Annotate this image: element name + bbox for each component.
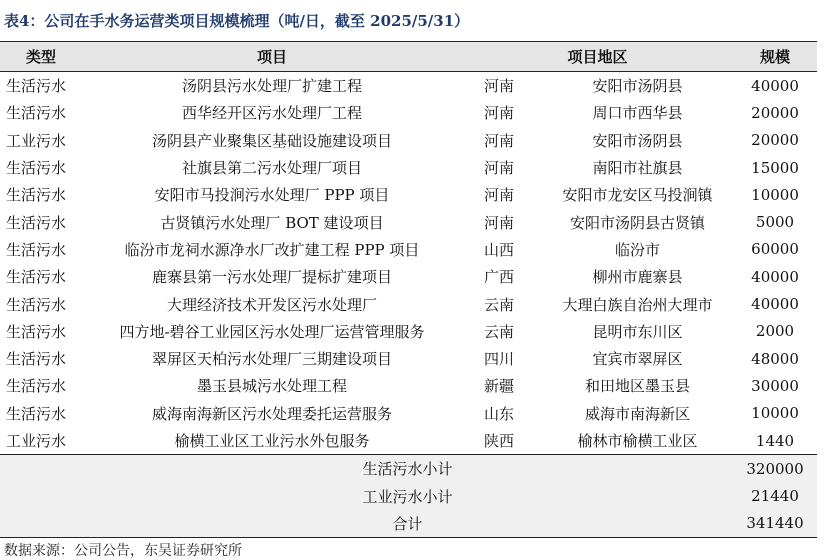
cell-project: 威海南海新区污水处理委托运营服务 (151, 404, 392, 423)
cell-project: 社旗县第二污水处理厂项目 (181, 159, 362, 178)
table-row (0, 154, 817, 181)
cell-province: 山西 (484, 240, 515, 259)
cell-project: 墨玉县城污水处理工程 (196, 377, 347, 396)
cell-type: 生活污水 (6, 213, 67, 232)
table-row (0, 99, 817, 126)
cell-project: 大理经济技术开发区污水处理厂 (166, 295, 377, 314)
cell-type: 生活污水 (6, 159, 67, 178)
summary-row-total (0, 510, 817, 538)
cell-province: 河南 (484, 213, 515, 232)
cell-scale: 15000 (751, 158, 799, 177)
table-row (0, 236, 817, 263)
table-row (0, 400, 817, 427)
cell-scale: 20000 (751, 103, 799, 122)
table-row (0, 372, 817, 399)
project-table (0, 41, 817, 538)
table-row (0, 127, 817, 154)
cell-project: 鹿寨县第一污水处理厂提标扩建项目 (151, 268, 392, 287)
cell-type: 生活污水 (6, 377, 67, 396)
summary-section (0, 455, 817, 538)
cell-scale: 10000 (751, 185, 799, 204)
cell-project: 安阳市马投涧污水处理厂 PPP 项目 (154, 186, 390, 205)
cell-type: 生活污水 (6, 295, 67, 314)
header-type: 类型 (0, 42, 82, 72)
cell-province: 河南 (484, 104, 515, 123)
summary-value: 21440 (733, 482, 817, 509)
table-row (0, 427, 817, 455)
cell-project: 榆横工业区工业污水外包服务 (82, 427, 462, 455)
summary-label: 合计 (82, 510, 733, 538)
cell-type: 生活污水 (6, 186, 67, 205)
header-row (0, 42, 817, 72)
cell-scale: 5000 (755, 213, 795, 232)
table-row (0, 72, 817, 100)
cell-project: 临汾市龙祠水源净水厂改扩建工程 PPP 项目 (124, 240, 420, 259)
cell-city: 南阳市社旗县 (592, 159, 683, 178)
cell-project: 翠屏区天柏污水处理厂三期建设项目 (151, 350, 392, 369)
cell-city: 安阳市龙安区马投涧镇 (562, 186, 713, 205)
cell-type: 生活污水 (6, 240, 67, 259)
cell-city: 威海市南海新区 (585, 404, 691, 423)
cell-city: 柳州市鹿寨县 (592, 268, 683, 287)
table-body (0, 72, 817, 455)
cell-scale: 20000 (751, 131, 799, 150)
cell-province: 云南 (484, 322, 515, 341)
cell-scale: 30000 (751, 376, 799, 395)
table-row (0, 181, 817, 208)
cell-city: 榆林市榆横工业区 (542, 427, 733, 455)
cell-scale: 40000 (751, 295, 799, 314)
cell-project: 古贤镇污水处理厂 BOT 建设项目 (160, 213, 384, 232)
table-row (0, 345, 817, 372)
cell-type: 生活污水 (6, 77, 67, 96)
summary-label: 工业污水小计 (82, 482, 733, 509)
summary-row-industrial (0, 482, 817, 509)
cell-province: 山东 (484, 404, 515, 423)
cell-type: 生活污水 (6, 268, 67, 287)
cell-scale: 1440 (733, 427, 817, 455)
cell-type: 工业污水 (0, 427, 82, 455)
cell-scale: 40000 (751, 76, 799, 95)
cell-province: 四川 (484, 350, 515, 369)
header-project: 项目 (82, 42, 462, 72)
table-row (0, 290, 817, 317)
cell-province: 河南 (484, 159, 515, 178)
cell-city: 和田地区墨玉县 (585, 377, 691, 396)
data-source-note: 数据来源：公司公告，东吴证券研究所 (4, 543, 242, 559)
summary-label: 生活污水小计 (82, 455, 733, 483)
cell-city: 临汾市 (615, 240, 661, 259)
cell-city: 安阳市汤阴县 (592, 131, 683, 150)
cell-type: 生活污水 (6, 104, 67, 123)
cell-city: 安阳市汤阴县古贤镇 (570, 213, 706, 232)
header-region: 项目地区 (462, 42, 733, 72)
summary-value: 341440 (733, 510, 817, 538)
cell-city: 周口市西华县 (592, 104, 683, 123)
cell-scale: 48000 (751, 349, 799, 368)
cell-province: 河南 (484, 131, 515, 150)
cell-province: 河南 (484, 186, 515, 205)
cell-province: 广西 (484, 268, 515, 287)
cell-city: 大理白族自治州大理市 (562, 295, 713, 314)
cell-project: 四方地-碧谷工业园区污水处理厂运营管理服务 (119, 322, 425, 341)
cell-city: 安阳市汤阴县 (592, 77, 683, 96)
header-scale: 规模 (733, 42, 817, 72)
cell-scale: 2000 (755, 322, 795, 341)
summary-value: 320000 (733, 455, 817, 483)
cell-city: 宜宾市翠屏区 (592, 350, 683, 369)
cell-type: 生活污水 (6, 404, 67, 423)
cell-type: 工业污水 (6, 131, 67, 150)
table-row (0, 208, 817, 235)
cell-project: 汤阴县污水处理厂扩建工程 (181, 77, 362, 96)
table-row (0, 318, 817, 345)
cell-province: 陕西 (462, 427, 542, 455)
cell-scale: 10000 (751, 404, 799, 423)
cell-province: 云南 (484, 295, 515, 314)
cell-province: 河南 (484, 77, 515, 96)
table-row (0, 263, 817, 290)
summary-row-domestic (0, 455, 817, 483)
cell-project: 汤阴县产业聚集区基础设施建设项目 (151, 131, 392, 150)
table-title: 表4：公司在手水务运营类项目规模梳理（吨/日，截至 2025/5/31） (4, 12, 470, 30)
cell-type: 生活污水 (6, 322, 67, 341)
cell-scale: 60000 (751, 240, 799, 259)
cell-project: 西华经开区污水处理厂工程 (181, 104, 362, 123)
cell-city: 昆明市东川区 (592, 322, 683, 341)
cell-scale: 40000 (751, 267, 799, 286)
cell-type: 生活污水 (6, 350, 67, 369)
cell-province: 新疆 (484, 377, 515, 396)
